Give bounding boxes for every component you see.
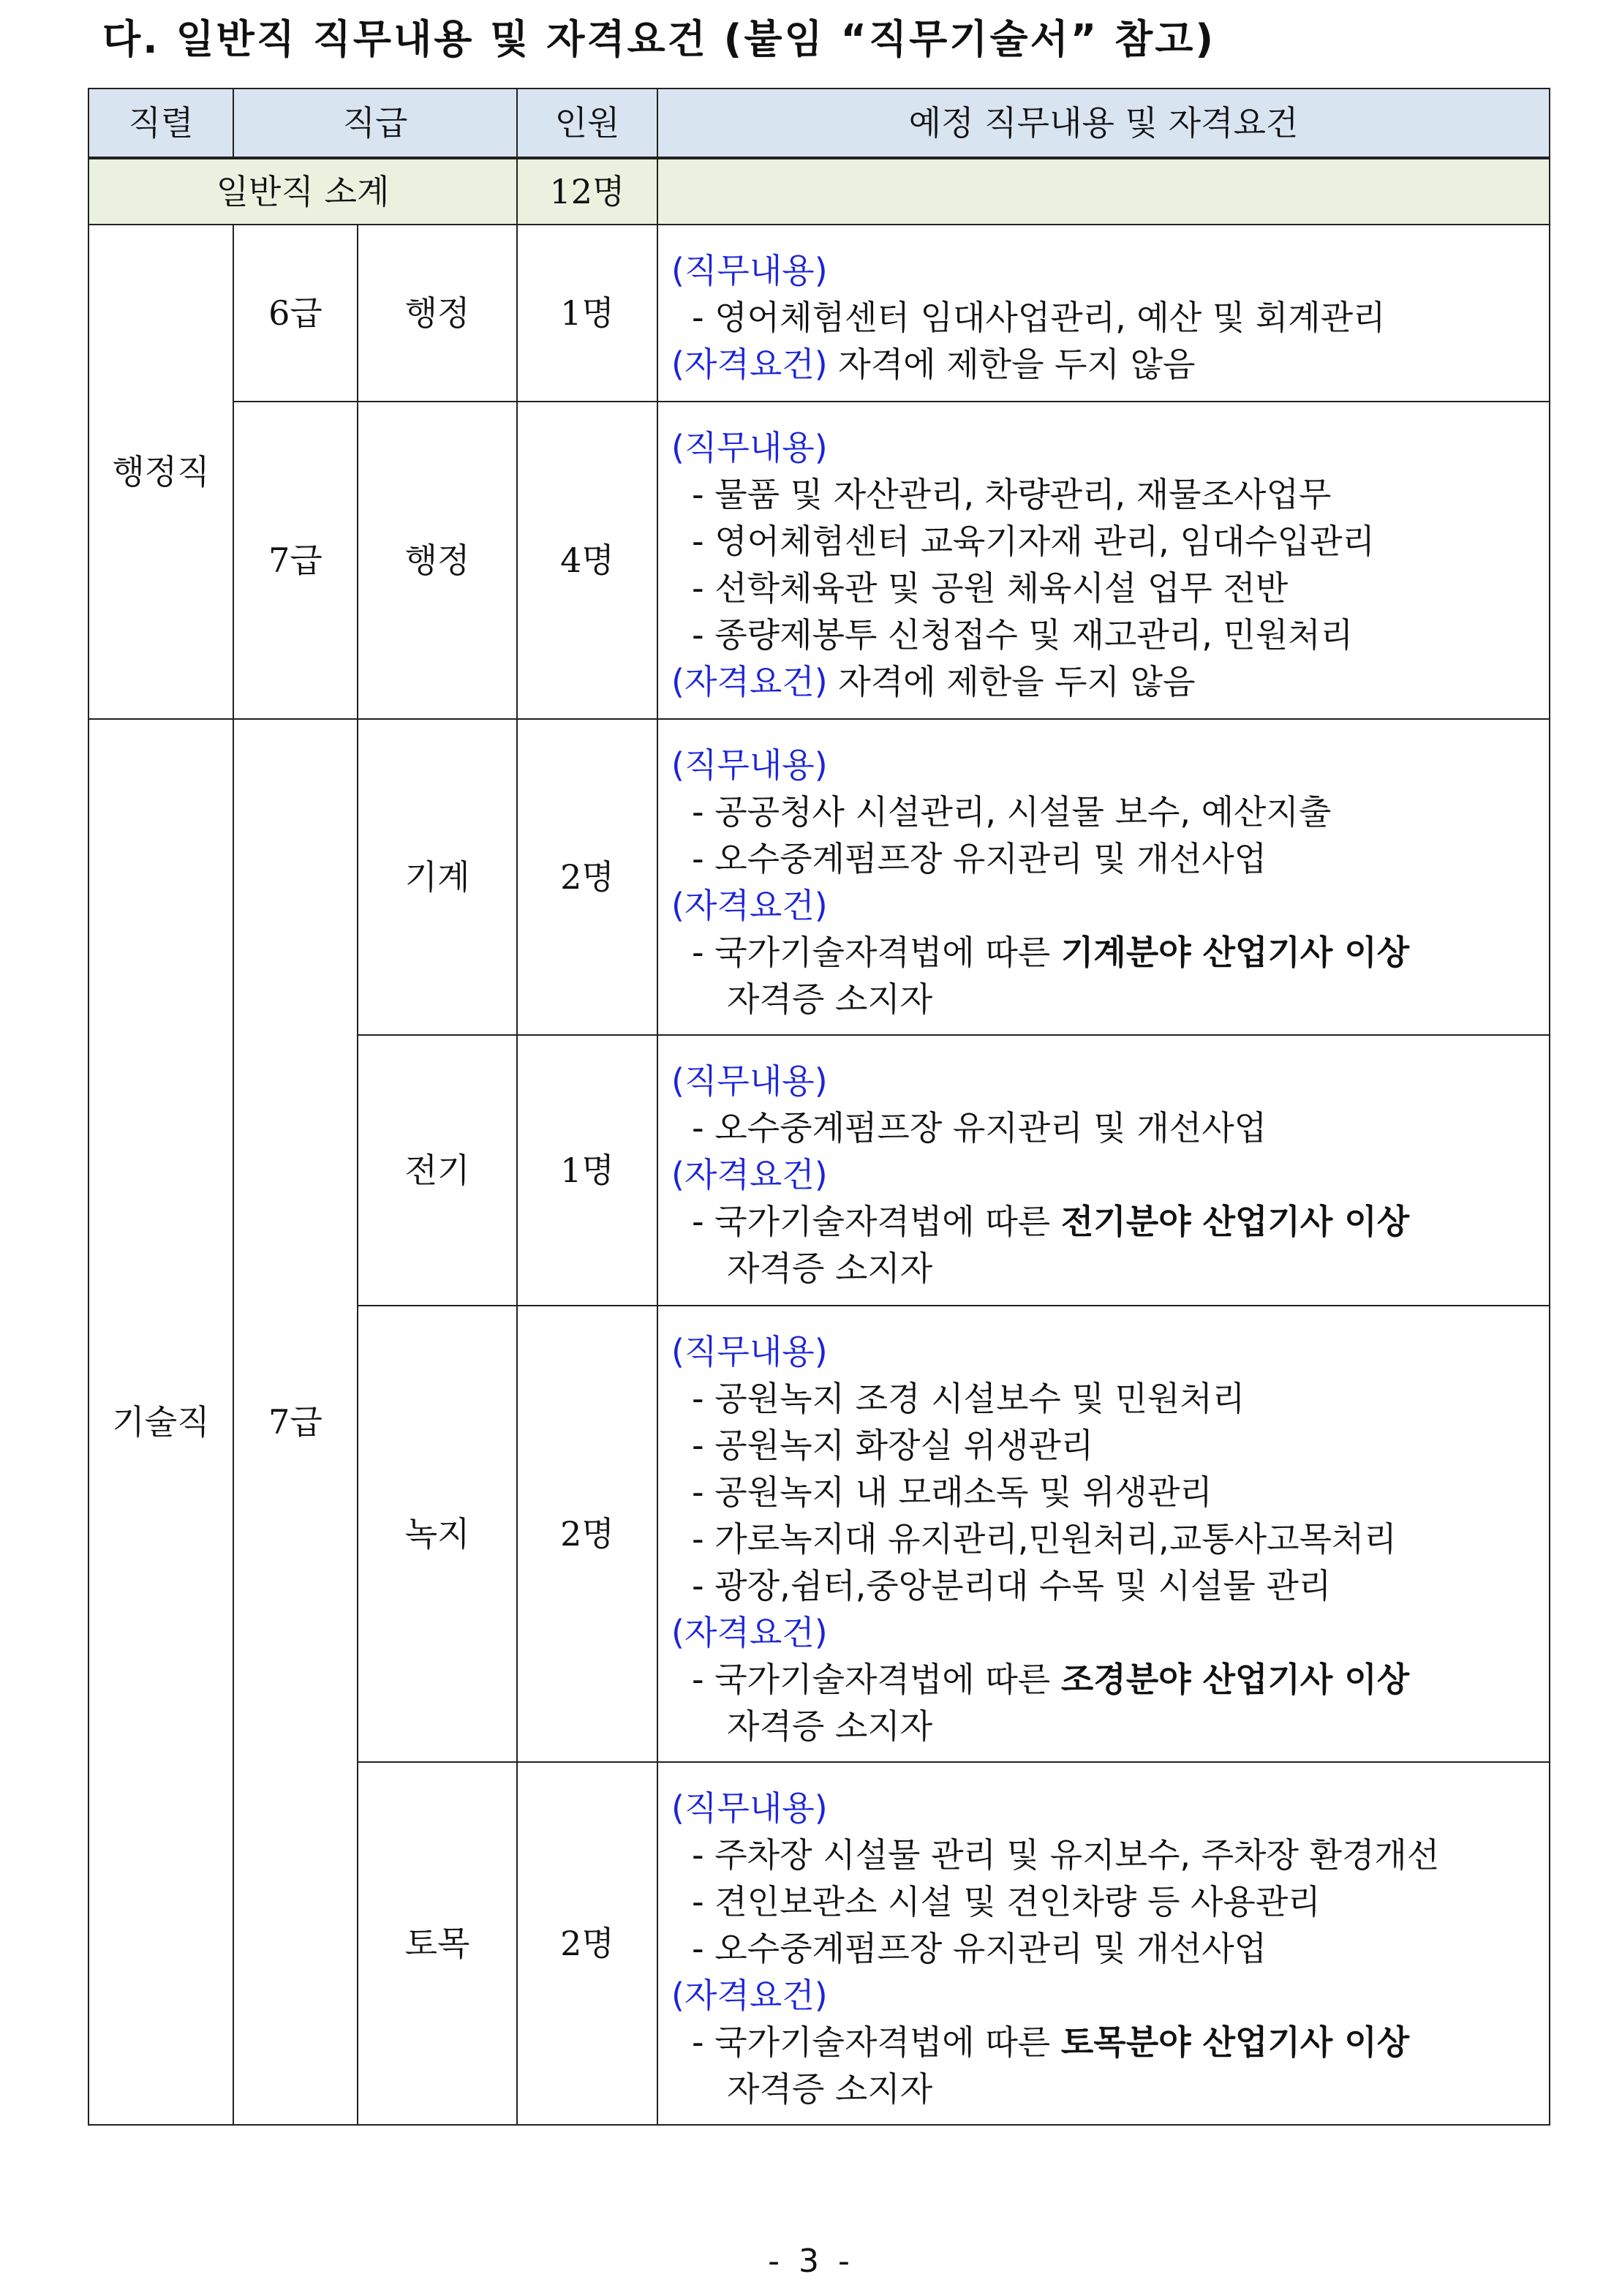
count-cell: 1명 [517, 1035, 657, 1306]
table-row [88, 719, 1550, 1035]
qualification-text: - 국가기술자격법에 따른 [692, 2022, 1061, 2062]
qualification-text: 자격에 제한을 두지 않음 [827, 662, 1196, 701]
qualification-line [671, 1198, 1543, 1245]
qualification-continuation: 자격증 소지자 [727, 1249, 933, 1288]
count-cell: 4명 [517, 402, 657, 719]
duty-item: - 공원녹지 조경 시설보수 및 민원처리 [692, 1379, 1245, 1418]
grade-cell-tech: 7급 [233, 719, 358, 2125]
field-cell: 전기 [358, 1035, 517, 1306]
duty-item: - 물품 및 자산관리, 차량관리, 재물조사업무 [692, 475, 1332, 514]
series-cell-tech: 기술직 [88, 719, 233, 2125]
qualification-text: - 국가기술자격법에 따른 [692, 933, 1061, 972]
qualification-heading: (자격요건) [671, 345, 828, 384]
duties-cell [657, 1306, 1550, 1762]
duty-item: - 가로녹지대 유지관리,민원처리,교통사고목처리 [692, 1519, 1397, 1559]
table-header-row [88, 89, 1550, 158]
qualification-text: 자격에 제한을 두지 않음 [827, 345, 1196, 384]
duties-cell [657, 1762, 1550, 2125]
qualification-highlight: 기계분야 산업기사 이상 [1060, 933, 1410, 972]
grade-cell: 7급 [233, 402, 358, 719]
series-cell-admin: 행정직 [88, 225, 233, 719]
page-title: 다. 일반직 직무내용 및 자격요건 (붙임 “직무기술서” 참고) [102, 16, 1216, 62]
duty-item: - 공원녹지 내 모래소독 및 위생관리 [692, 1472, 1212, 1512]
duties-cell [657, 719, 1550, 1035]
subtotal-label: 일반직 소계 [88, 158, 517, 225]
duty-item: - 선학체육관 및 공원 체육시설 업무 전반 [692, 568, 1289, 608]
qualification-line [671, 341, 1543, 388]
duties-cell [657, 402, 1550, 719]
field-cell: 행정 [358, 225, 517, 402]
duties-heading: (직무내용) [671, 428, 828, 467]
header-count: 인원 [517, 89, 657, 158]
qualification-text: - 국가기술자격법에 따른 [692, 1202, 1061, 1241]
qualification-heading: (자격요건) [671, 1976, 828, 2015]
qualification-line [671, 2019, 1543, 2066]
qualification-line [671, 929, 1543, 976]
duty-item: - 공원녹지 화장실 위생관리 [692, 1426, 1094, 1465]
duties-cell [657, 1035, 1550, 1306]
count-cell: 2명 [517, 1762, 657, 2125]
duty-item: - 오수중계펌프장 유지관리 및 개선사업 [692, 839, 1267, 878]
field-cell: 기계 [358, 719, 517, 1035]
job-requirements-table [88, 88, 1550, 2126]
field-cell: 녹지 [358, 1306, 517, 1762]
field-cell: 행정 [358, 402, 517, 719]
qualification-continuation: 자격증 소지자 [727, 2069, 933, 2109]
subtotal-empty-cell [657, 158, 1550, 225]
duty-item: - 영어체험센터 임대사업관리, 예산 및 회계관리 [692, 298, 1386, 337]
duties-heading: (직무내용) [671, 1332, 828, 1371]
duties-cell [657, 225, 1550, 402]
qualification-heading: (자격요건) [671, 886, 828, 925]
subtotal-row [88, 158, 1550, 225]
duty-item: - 주차장 시설물 관리 및 유지보수, 주차장 환경개선 [692, 1835, 1440, 1875]
header-duties: 예정 직무내용 및 자격요건 [657, 89, 1550, 158]
qualification-line [671, 658, 1543, 705]
field-cell: 토목 [358, 1762, 517, 2125]
header-series: 직렬 [88, 89, 233, 158]
duty-item: - 오수중계펌프장 유지관리 및 개선사업 [692, 1929, 1267, 1968]
duty-item: - 공공청사 시설관리, 시설물 보수, 예산지출 [692, 792, 1332, 832]
duty-item: - 견인보관소 시설 및 견인차량 등 사용관리 [692, 1882, 1321, 1922]
duties-heading: (직무내용) [671, 251, 828, 290]
qualification-heading: (자격요건) [671, 1613, 828, 1652]
qualification-text: - 국가기술자격법에 따른 [692, 1660, 1061, 1699]
table-row [88, 225, 1550, 402]
subtotal-count: 12명 [517, 158, 657, 225]
duty-item: - 광장,쉼터,중앙분리대 수목 및 시설물 관리 [692, 1566, 1332, 1606]
qualification-highlight: 전기분야 산업기사 이상 [1060, 1202, 1410, 1241]
qualification-highlight: 토목분야 산업기사 이상 [1060, 2022, 1410, 2062]
duties-heading: (직무내용) [671, 1788, 828, 1828]
qualification-continuation: 자격증 소지자 [727, 1706, 933, 1746]
qualification-highlight: 조경분야 산업기사 이상 [1060, 1660, 1410, 1699]
qualification-heading: (자격요건) [671, 662, 828, 701]
count-cell: 2명 [517, 719, 657, 1035]
qualification-continuation: 자격증 소지자 [727, 979, 933, 1019]
duty-item: - 영어체험센터 교육기자재 관리, 임대수입관리 [692, 522, 1375, 561]
duty-item: - 종량제봉투 신청접수 및 재고관리, 민원처리 [692, 615, 1354, 655]
duties-heading: (직무내용) [671, 745, 828, 785]
table-row [88, 402, 1550, 719]
duties-heading: (직무내용) [671, 1061, 828, 1101]
qualification-heading: (자격요건) [671, 1155, 828, 1194]
count-cell: 2명 [517, 1306, 657, 1762]
qualification-line [671, 1656, 1543, 1703]
duty-item: - 오수중계펌프장 유지관리 및 개선사업 [692, 1108, 1267, 1148]
grade-cell: 6급 [233, 225, 358, 402]
page-number: - 3 - [768, 2243, 854, 2280]
count-cell: 1명 [517, 225, 657, 402]
header-grade: 직급 [233, 89, 517, 158]
